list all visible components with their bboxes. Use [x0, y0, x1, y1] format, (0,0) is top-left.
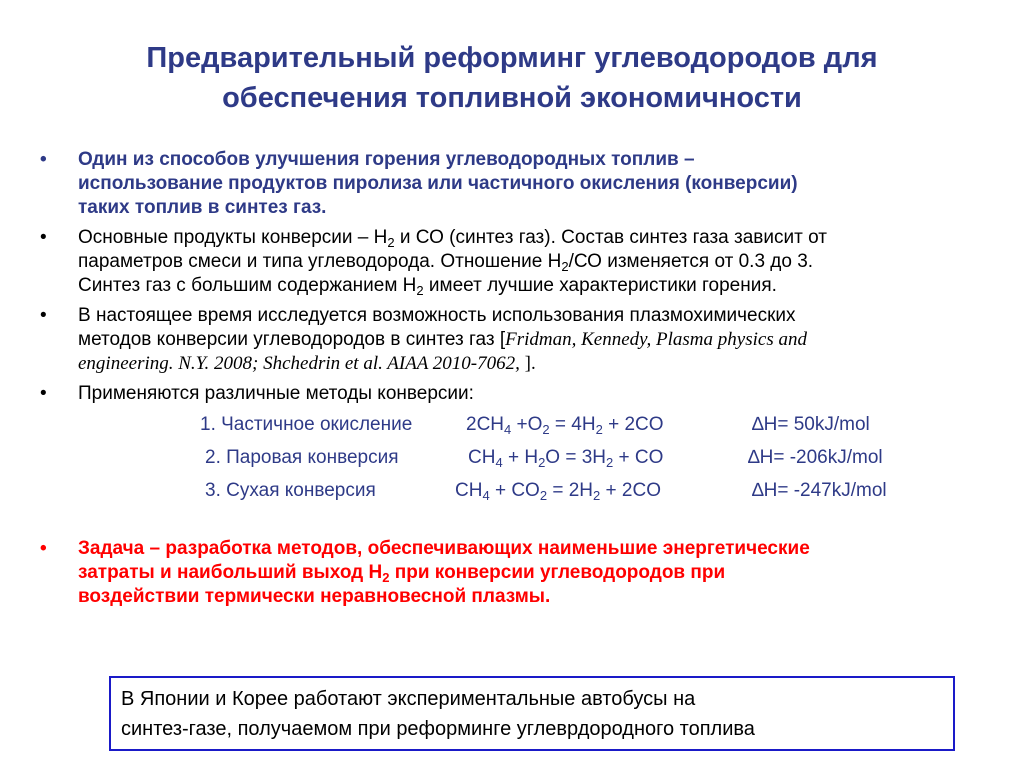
reaction-enthalpy: ∆H= 50kJ/mol [752, 414, 870, 435]
note-line-2: синтез-газе, получаемом при реформинге углеврдородного топлива [121, 718, 755, 740]
task-line-1: Задача – разработка методов, обеспечивающих наименьшие энергетические [78, 538, 810, 559]
bullet-3-text-1: В настоящее время исследуется возможность использования плазмохимических [78, 305, 796, 326]
reaction-name: 2. Паровая конверсия [205, 447, 399, 468]
reaction-name: 3. Сухая конверсия [205, 480, 376, 501]
reaction-enthalpy: ∆H= -247kJ/mol [752, 480, 887, 501]
citation-end: ]. [519, 353, 536, 374]
bullet-dot: • [40, 227, 47, 248]
citation-part-2: engineering. N.Y. 2008; Shchedrin et al. AIAA 2010-7062, [78, 353, 520, 374]
subscript: 2 [561, 259, 569, 274]
subscript: 2 [416, 283, 424, 298]
bullet-2-text-5: Синтез газ с большим содержанием Н [78, 275, 417, 296]
title-line-1: Предварительный реформинг углеводородов для [146, 42, 878, 74]
bullet-dot: • [40, 383, 47, 404]
bullet-3-text-2: методов конверсии углеводородов в синтез газ [ [78, 329, 506, 350]
bullet-1-line-2: использование продуктов пиролиза или частичного окисления (конверсии) [78, 173, 798, 194]
note-line-1: В Японии и Корее работают экспериментальные автобусы на [121, 688, 696, 710]
bullet-2-text-3: параметров смеси и типа углеводорода. Отношение Н [78, 251, 562, 272]
bullet-1-line-1: Один из способов улучшения горения углеводородных топлив – [78, 149, 695, 170]
subscript: 2 [382, 570, 390, 585]
bullet-2-text-4: /СО изменяется от 0.3 до 3. [568, 251, 814, 272]
reaction-name: 1. Частичное окисление [200, 414, 413, 435]
bullet-dot: • [40, 538, 47, 559]
bullet-1-line-3: таких топлив в синтез газ. [78, 197, 327, 218]
bullet-2-text-1: Основные продукты конверсии – Н [78, 227, 388, 248]
task-line-2a: затраты и наибольший выход Н [78, 562, 383, 583]
reaction-equation: $CH_4 + CO_2 = 2H_2 + 2CO$ [455, 480, 661, 503]
bullet-dot: • [40, 149, 47, 170]
bullet-item-4 [36, 382, 986, 406]
bullet-item-2 [36, 226, 986, 298]
reaction-equation: $2CH_4 +O_2 = 4H_2 + 2CO$ [466, 414, 664, 437]
reaction-enthalpy: ∆H= -206kJ/mol [748, 447, 883, 468]
task-block [36, 537, 986, 615]
note-box [109, 676, 955, 751]
citation-part-1: Fridman, Kennedy, Plasma physics and [505, 329, 807, 350]
bullet-2-text-2: и СО (синтез газ). Состав синтез газа зависит от [394, 227, 827, 248]
task-line-2b: при конверсии углеводородов при [389, 562, 726, 583]
bullet-list [36, 148, 986, 412]
bullet-item-1 [36, 148, 986, 220]
task-item [36, 537, 986, 609]
slide-title [40, 38, 984, 118]
bullet-4-text: Применяются различные методы конверсии: [78, 383, 474, 404]
subscript: 2 [387, 235, 395, 250]
title-line-2: обеспечения топливной экономичности [222, 82, 802, 114]
task-line-3: воздействии термически неравновесной плазмы. [78, 586, 551, 607]
bullet-2-text-6: имеет лучшие характеристики горения. [423, 275, 777, 296]
reaction-equation: $CH_4 + H_2O = 3H_2$ + CO [468, 447, 664, 470]
bullet-item-3 [36, 304, 986, 376]
bullet-dot: • [40, 305, 47, 326]
